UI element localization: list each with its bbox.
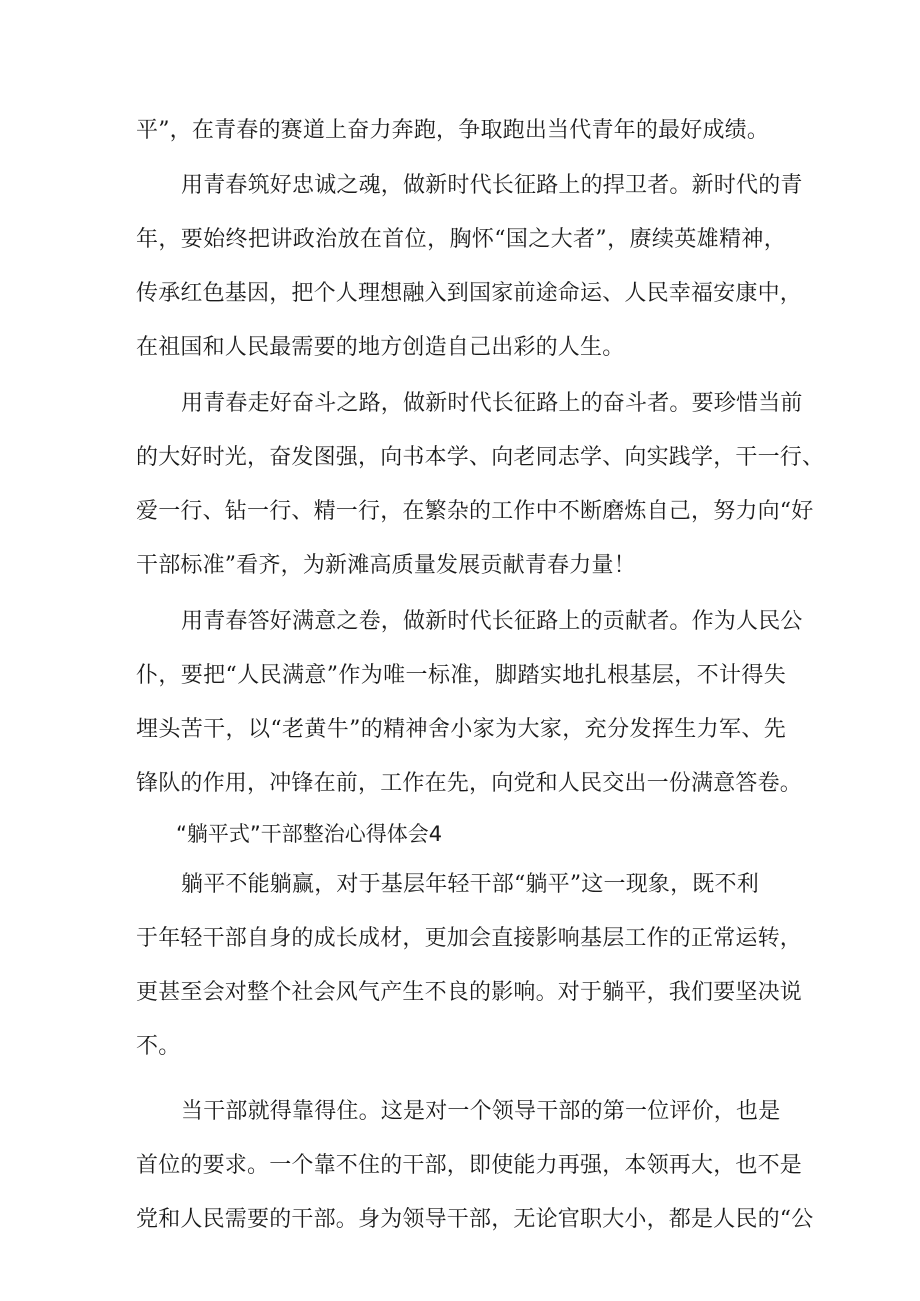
- body-text-line: 用青春筑好忠诚之魂，做新时代长征路上的捍卫者。新时代的青: [181, 173, 803, 198]
- body-text-line: 在祖国和人民最需要的地方创造自己出彩的人生。: [136, 335, 625, 360]
- body-text-line: 爱一行、钻一行、精一行，在繁杂的工作中不断磨炼自己，努力向“好: [136, 499, 814, 524]
- body-text-line: 仆，要把“人民满意”作为唯一标准，脚踏实地扎根基层，不计得失: [136, 663, 786, 688]
- body-text-line: 用青春答好满意之卷，做新时代长征路上的贡献者。作为人民公: [181, 609, 803, 634]
- body-text-line: 更甚至会对整个社会风气产生不良的影响。对于躺平，我们要坚决说: [136, 980, 803, 1005]
- body-text-line: 传承红色基因，把个人理想融入到国家前途命运、人民幸福安康中，: [136, 281, 803, 306]
- body-text-line: 干部标准”看齐，为新滩高质量发展贡献青春力量！: [136, 553, 636, 578]
- section-heading: “躺平式”干部整治心得体会4: [176, 822, 443, 846]
- body-text-line: 于年轻干部自身的成长成材，更加会直接影响基层工作的正常运转，: [136, 926, 803, 951]
- body-text-line: 锋队的作用，冲锋在前，工作在先，向党和人民交出一份满意答卷。: [136, 771, 803, 796]
- body-text-line: 不。: [136, 1034, 181, 1059]
- body-text-line: 当干部就得靠得住。这是对一个领导干部的第一位评价，也是: [181, 1099, 781, 1124]
- body-text-line: 平”，在青春的赛道上奋力奔跑，争取跑出当代青年的最好成绩。: [136, 118, 770, 143]
- body-text-line: 埋头苦干，以“老黄牛”的精神舍小家为大家，充分发挥生力军、先: [136, 717, 786, 742]
- body-text-line: 党和人民需要的干部。身为领导干部，无论官职大小，都是人民的“公: [136, 1207, 814, 1232]
- body-text-line: 年，要始终把讲政治放在首位，胸怀“国之大者”，赓续英雄精神，: [136, 227, 786, 252]
- body-text-line: 的大好时光，奋发图强，向书本学、向老同志学、向实践学，干一行、: [136, 445, 825, 470]
- body-text-line: 躺平不能躺赢，对于基层年轻干部“躺平”这一现象，既不利: [181, 872, 759, 897]
- body-text-line: 首位的要求。一个靠不住的干部，即使能力再强，本领再大，也不是: [136, 1153, 803, 1178]
- body-text-line: 用青春走好奋斗之路，做新时代长征路上的奋斗者。要珍惜当前: [181, 391, 803, 416]
